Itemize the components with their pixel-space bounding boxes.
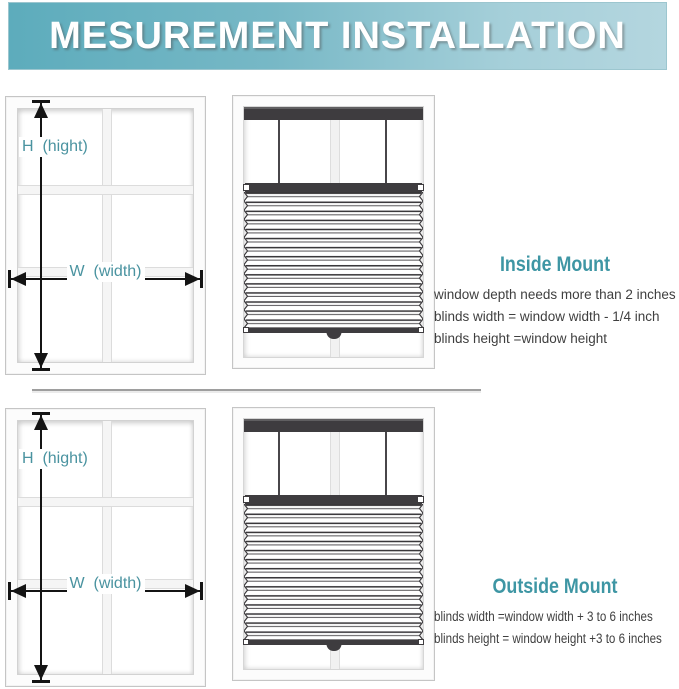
inside-mount-note bbox=[434, 253, 676, 354]
measurement-window-illustration bbox=[5, 408, 206, 687]
outside-mount-heading: Outside Mount bbox=[492, 575, 618, 598]
height-label: H (hight) bbox=[19, 449, 91, 469]
bottomrail-endcap bbox=[243, 639, 249, 645]
measurement-window-illustration bbox=[5, 96, 206, 375]
bottomrail-endcap bbox=[243, 327, 249, 333]
lift-cord bbox=[385, 432, 387, 495]
outside-mount-note bbox=[434, 575, 676, 654]
note-line: blinds width = window width - 1/4 inch bbox=[434, 309, 660, 324]
note-line: blinds width =window width + 3 to 6 inches bbox=[434, 609, 653, 624]
window-top-bar bbox=[244, 419, 423, 432]
bottomrail-endcap bbox=[418, 327, 424, 333]
blinds-bottomrail bbox=[245, 328, 422, 333]
window-mullion-vertical bbox=[102, 421, 112, 674]
bottomrail-endcap bbox=[418, 639, 424, 645]
blinds-bottomrail bbox=[245, 640, 422, 645]
width-label: W (width) bbox=[67, 262, 145, 282]
note-line: window depth needs more than 2 inches bbox=[434, 287, 676, 302]
lift-cord bbox=[385, 120, 387, 183]
title-banner bbox=[8, 2, 667, 70]
window-opening bbox=[243, 418, 424, 670]
window-opening bbox=[243, 106, 424, 358]
blinds-headrail bbox=[245, 495, 422, 504]
height-label: H (hight) bbox=[19, 137, 91, 157]
lift-cord bbox=[278, 120, 280, 183]
section-divider bbox=[32, 389, 481, 391]
note-line: blinds height = window height +3 to 6 inches bbox=[434, 631, 662, 646]
width-label: W (width) bbox=[67, 574, 145, 594]
window-top-bar bbox=[244, 107, 423, 120]
window-mullion-vertical bbox=[102, 109, 112, 362]
headrail-endcap bbox=[243, 496, 250, 503]
page-title: MESUREMENT INSTALLATION bbox=[49, 14, 626, 57]
note-line: blinds height =window height bbox=[434, 331, 607, 346]
headrail-endcap bbox=[243, 184, 250, 191]
pleated-shade bbox=[244, 504, 423, 640]
blinds-headrail bbox=[245, 183, 422, 192]
pleated-shade bbox=[244, 192, 423, 328]
inside-mount-heading: Inside Mount bbox=[499, 253, 611, 276]
blinds-window-illustration bbox=[232, 407, 435, 681]
lift-cord bbox=[278, 432, 280, 495]
headrail-endcap bbox=[417, 184, 424, 191]
blinds-window-illustration bbox=[232, 95, 435, 369]
headrail-endcap bbox=[417, 496, 424, 503]
